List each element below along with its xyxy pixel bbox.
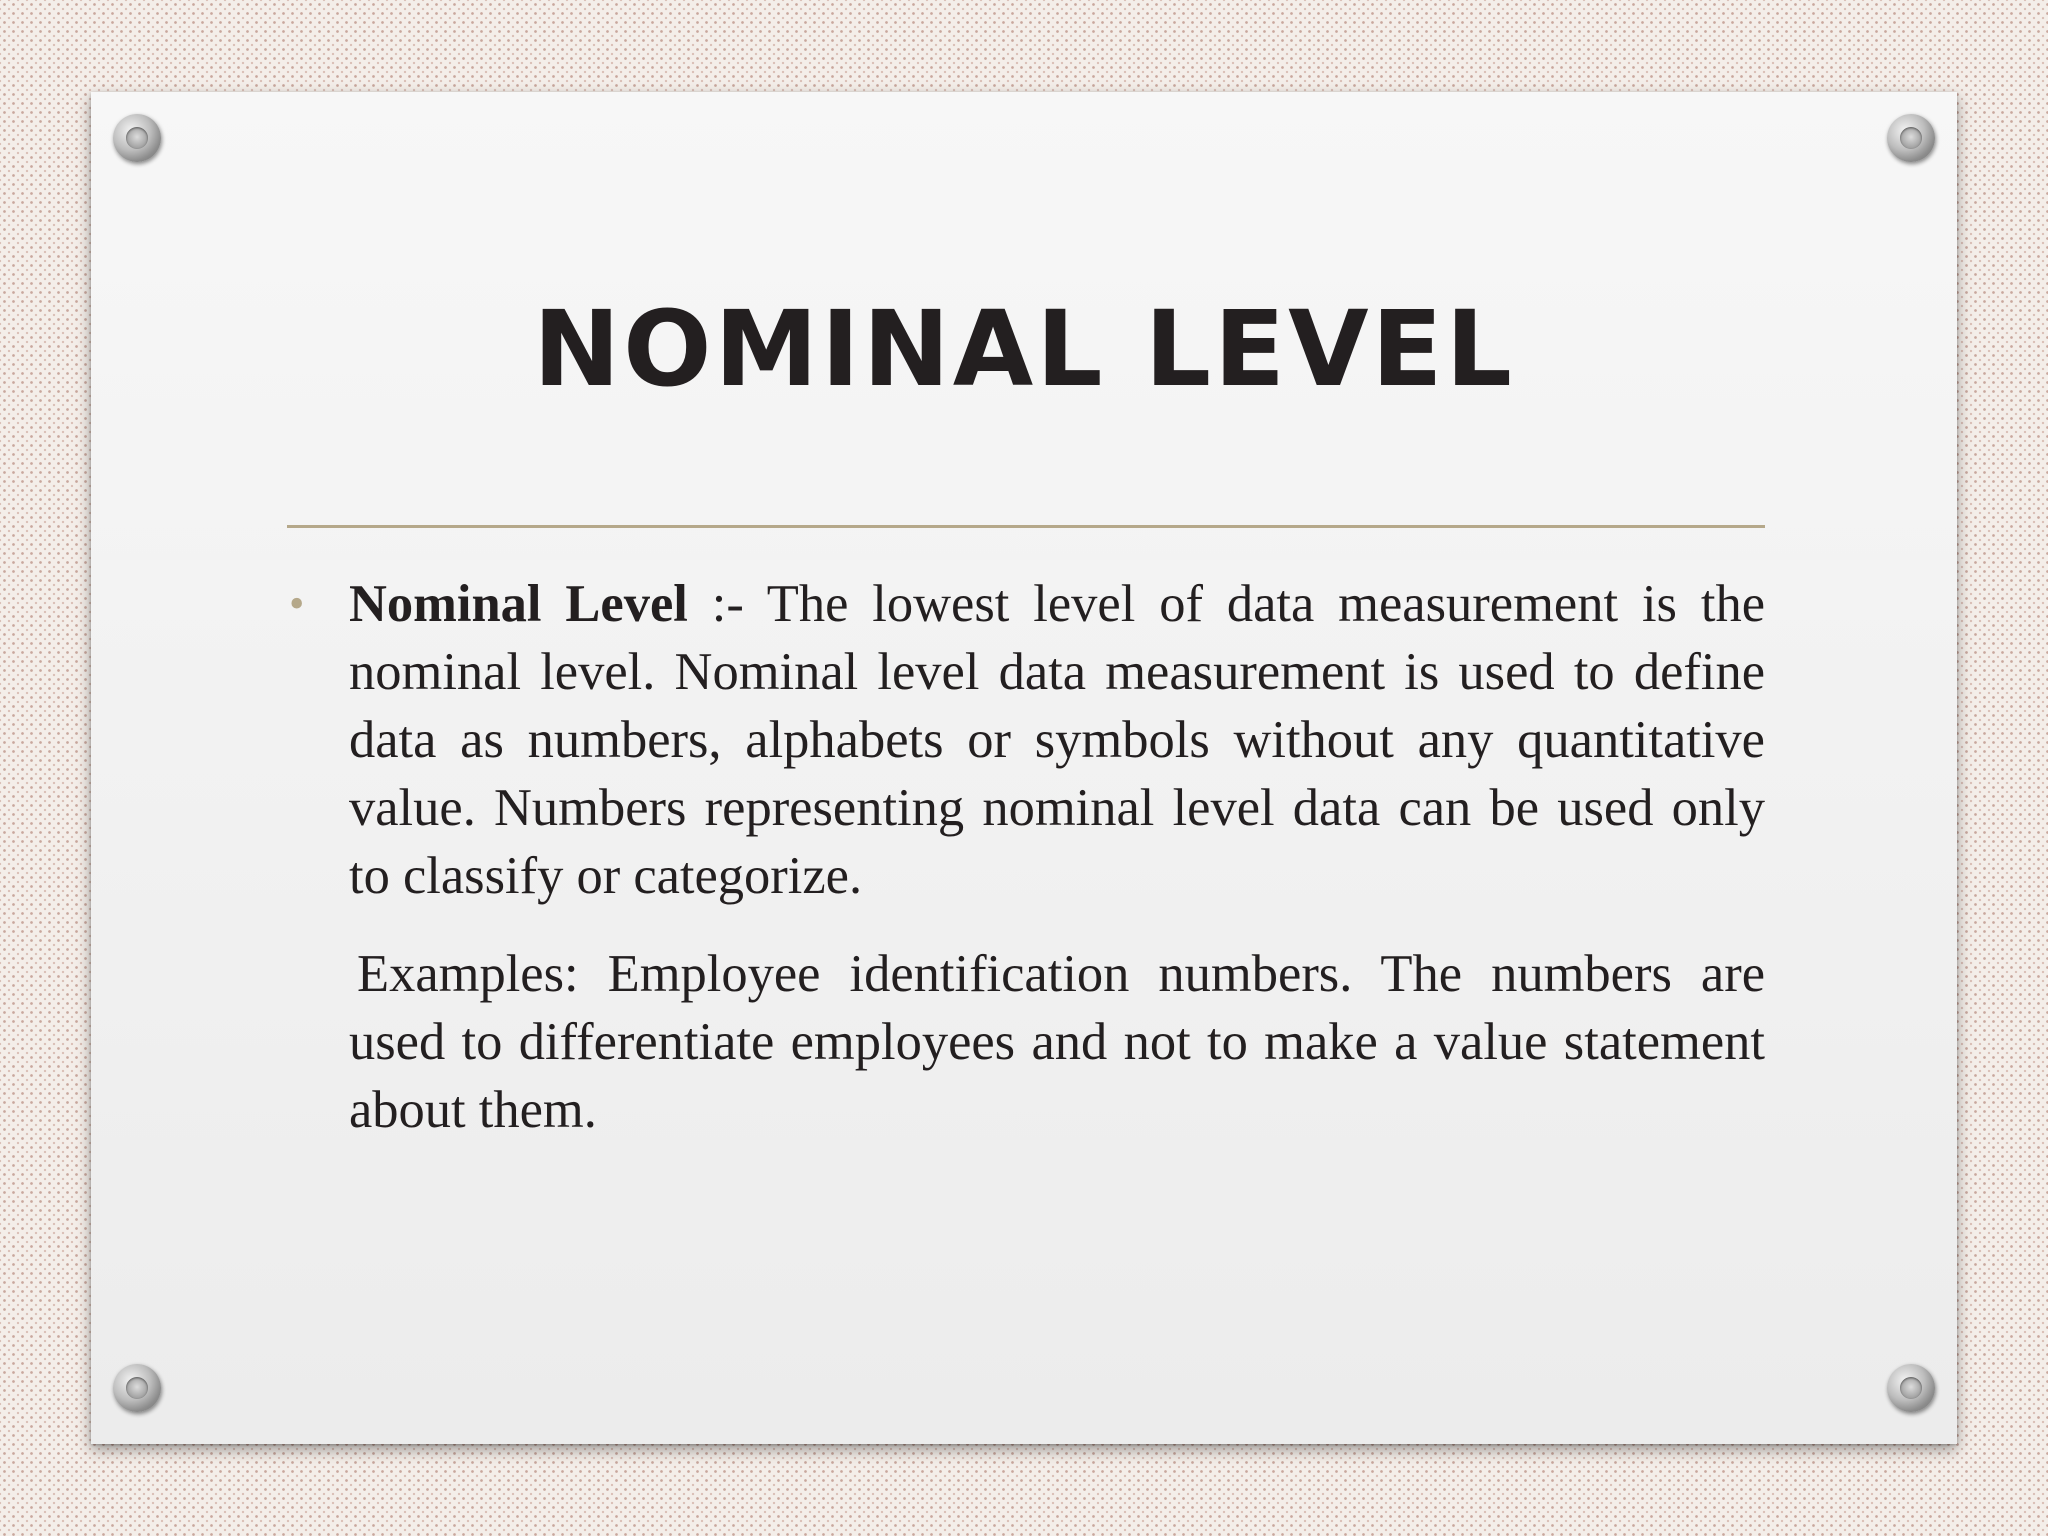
definition-term: Nominal Level [349, 575, 688, 633]
slide-body [289, 570, 1765, 1144]
title-divider [287, 525, 1765, 528]
screw-icon [113, 114, 161, 162]
slide-title: NOMINAL LEVEL [533, 288, 1515, 410]
slide-card [91, 92, 1957, 1444]
bullet-icon: • [289, 579, 305, 628]
definition-text: :- The lowest level of data measurement is the nominal level. Nominal level data measurement is used to define data as numbers, alphabets or symbols without any quantitative value. Numbers representing nominal level data can be used only to classify or categorize. [349, 575, 1765, 905]
examples-paragraph: Examples: Employee identification numbers. The numbers are used to differentiate employees and not to make a value statement about them. [349, 945, 1765, 1139]
screw-icon [113, 1364, 161, 1412]
screw-icon [1887, 1364, 1935, 1412]
definition-paragraph [289, 570, 1765, 910]
screw-icon [1887, 114, 1935, 162]
